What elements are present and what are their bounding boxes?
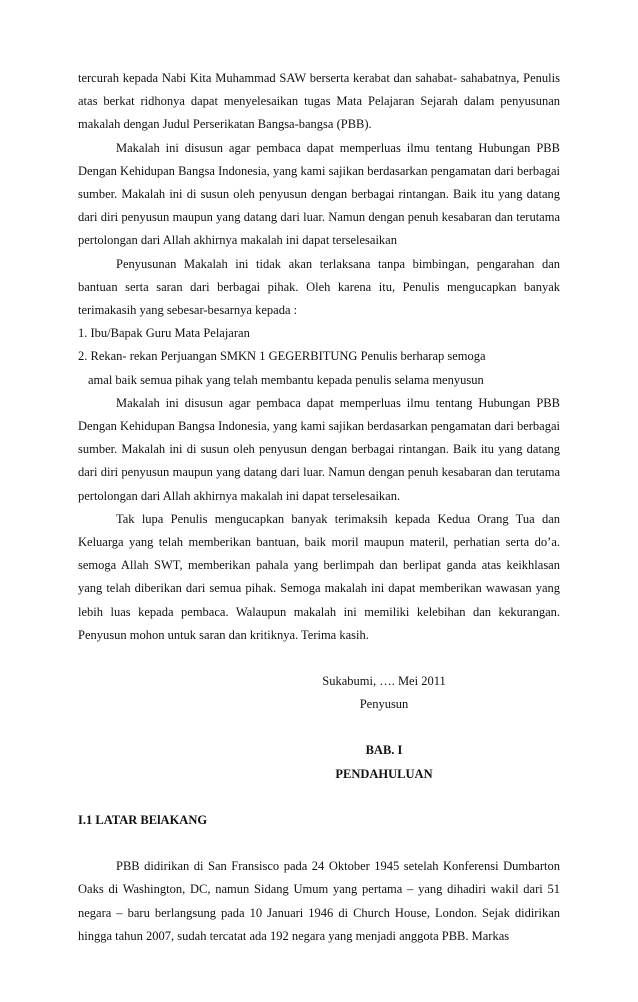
spacer bbox=[78, 716, 560, 739]
section-body: PBB didirikan di San Fransisco pada 24 Oktober 1945 setelah Konferensi Dumbarton Oaks di Washington, DC, namun Sidang Umum yang pertama – yang dihadiri wakil dari 51 negara – baru berlangsung pada 10 Januari 1946 di Church House, London. Sejak didirikan hingga tahun 2007, sudah tercatat ada 192 negara yang menjadi anggota PBB. Markas bbox=[78, 859, 560, 943]
list-item-colleagues: 2. Rekan- rekan Perjuangan SMKN 1 GEGERBITUNG Penulis berharap semoga bbox=[78, 349, 486, 364]
paragraph-closing: Tak lupa Penulis mengucapkan banyak terimaksih kepada Kedua Orang Tua dan Keluarga yang telah memberikan bantuan, baik moril maupun materil, perhatian serta do’a. semoga Allah SWT, memberikan pahala yang berlimpah dan berlipat ganda atas keikhlasan yang telah diberikan dari semua pihak. Semoga makalah ini dapat memberikan wawasan yang lebih luas kepada pembaca. Walaupun makalah ini memiliki kelebihan dan kekurangan. Penyusun mohon untuk saran dan kritiknya. Terima kasih. bbox=[78, 511, 560, 642]
signature-place-date: Sukabumi, …. Mei 2011 bbox=[322, 674, 446, 689]
spacer bbox=[78, 786, 560, 809]
chapter-title: PENDAHULUAN bbox=[335, 766, 433, 781]
list-item-continuation: amal baik semua pihak yang telah membantu kepada penulis selama menyusun bbox=[88, 372, 484, 387]
chapter-number: BAB. I bbox=[365, 743, 403, 758]
section-heading: I.1 LATAR BElAKANG bbox=[78, 812, 208, 827]
paragraph-purpose-repeat: Makalah ini disusun agar pembaca dapat memperluas ilmu tentang Hubungan PBB Dengan Kehidupan Bangsa Indonesia, yang kami sajikan berdasarkan pengamatan dari berbagai sumber. Makalah ini di susun oleh penyusun dengan berbagai rintangan. Baik itu yang datang dari diri penyusun maupun yang datang dari luar. Namun dengan penuh kesabaran dan terutama pertolongan dari Allah akhirnya makalah ini dapat terselesaikan. bbox=[78, 395, 560, 503]
signature-author: Penyusun bbox=[359, 697, 409, 712]
list-item-teacher: 1. Ibu/Bapak Guru Mata Pelajaran bbox=[78, 326, 250, 341]
paragraph-opening: tercurah kepada Nabi Kita Muhammad SAW berserta kerabat dan sahabat- sahabatnya, Penulis atas berkat ridhonya dapat menyelesaikan tugas Mata Pelajaran Sejarah dalam penyusunan makalah dengan Judul Perserikatan Bangsa-bangsa (PBB). bbox=[78, 71, 560, 132]
spacer bbox=[78, 832, 560, 855]
spacer bbox=[78, 647, 560, 670]
paragraph-purpose: Makalah ini disusun agar pembaca dapat memperluas ilmu tentang Hubungan PBB Dengan Kehidupan Bangsa Indonesia, yang kami sajikan berdasarkan pengamatan dari berbagai sumber. Makalah ini di susun oleh penyusun dengan berbagai rintangan. Baik itu yang datang dari diri penyusun maupun yang datang dari luar. Namun dengan penuh kesabaran dan terutama pertolongan dari Allah akhirnya makalah ini dapat terselesaikan bbox=[78, 140, 560, 248]
paragraph-thanks: Penyusunan Makalah ini tidak akan terlaksana tanpa bimbingan, pengarahan dan bantuan serta saran dari berbagai pihak. Oleh karena itu, Penulis mengucapkan banyak terimakasih yang sebesar-besarnya kepada : bbox=[78, 256, 560, 318]
